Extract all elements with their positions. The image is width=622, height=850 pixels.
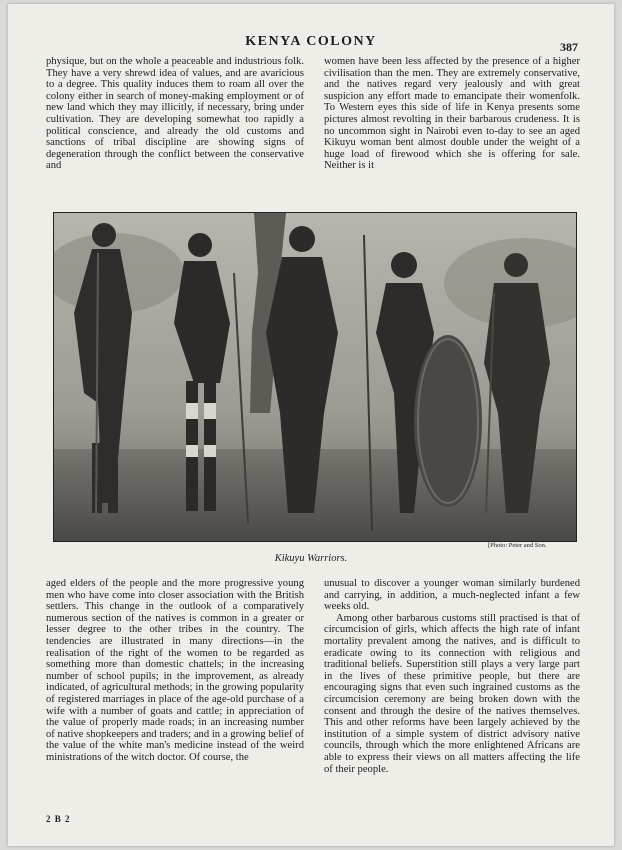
body-paragraph: women have been less affected by the presence of a higher civilisation than the men. They are extremely conservative, and the natives regard very jealously and with great suspicion any effort made to emancipate their womenfolk. To Western eyes this side of life in Kenya presents some pictures almost revolting in their barbarous crudeness. It is no uncommon sight in Nairobi even to-day to see an aged Kikuyu woman bent almost double under the weight of a huge load of firewood which she is offering for sale. Neither is it (324, 56, 580, 172)
photo-credit: [Photo: Peter and Son. (488, 542, 547, 549)
magazine-page (8, 4, 614, 846)
page-number: 387 (560, 40, 578, 54)
body-paragraph: physique, but on the whole a peaceable and industrious folk. They have a very shrewd idea of values, and are avaricious to a degree. This quality induces them to roam all over the colony either in search of money-making employment or of new land which they may illicitly, if necessary, bring under cultivation. They are developing somewhat too rapidly a political conscience, and already the old customs and sanctions of tribal discipline are showing signs of degeneration through the conflict between the conservative and (46, 56, 304, 172)
column-top-right (324, 56, 580, 172)
body-paragraph: aged elders of the people and the more progressive young men who have come into closer association with the British settlers. This change in the outlook of a comparatively numerous section of the natives is common in a greater or lesser degree to the other tribes in the country. The tendencies are illustrated in many directions—in the realisation of the right of the women to be regarded as something more than domestic chattels; in the increasing number of school pupils; in the improvement, as already indicated, of agricultural methods; in the growing popularity of registered marriages in place of the age-old purchase of a wife with a number of goats and cattle; in appreciation of the value of properly made roads; in an increasing number of native shopkeepers and traders; and in a growing belief of the value of the white man's medicine instead of the weird ministrations of the witch doctor. Of course, the (46, 578, 304, 763)
body-paragraph: Among other barbarous customs still practised is that of circumcision of girls, which affects the high rate of infant mortality prevalent among the natives, and is difficult to eradicate owing to its connection with religious and traditional beliefs. Superstition still plays a very large part in the lives of these primitive people, but there are encouraging signs that even such ingrained customs as the circumcision ceremony are being broken down with the consent and through the desire of the natives themselves. This and other reforms have been largely achieved by the institution of a simple system of district advisory native councils, through which the more enlightened Africans are able to express their views on all matters affecting the life of their people. (324, 612, 580, 775)
photograph-kikuyu-warriors (53, 212, 577, 542)
printer-signature: 2 B 2 (46, 814, 71, 824)
running-header: KENYA COLONY (245, 34, 377, 49)
figure-caption: Kikuyu Warriors. (274, 553, 348, 564)
photo-illustration (54, 213, 576, 541)
column-top-left (46, 56, 304, 172)
column-bottom-left (46, 578, 304, 764)
column-bottom-right (324, 578, 580, 775)
body-paragraph: unusual to discover a younger woman similarly burdened and carrying, in addition, a much-neglected infant a few weeks old. (324, 578, 580, 613)
